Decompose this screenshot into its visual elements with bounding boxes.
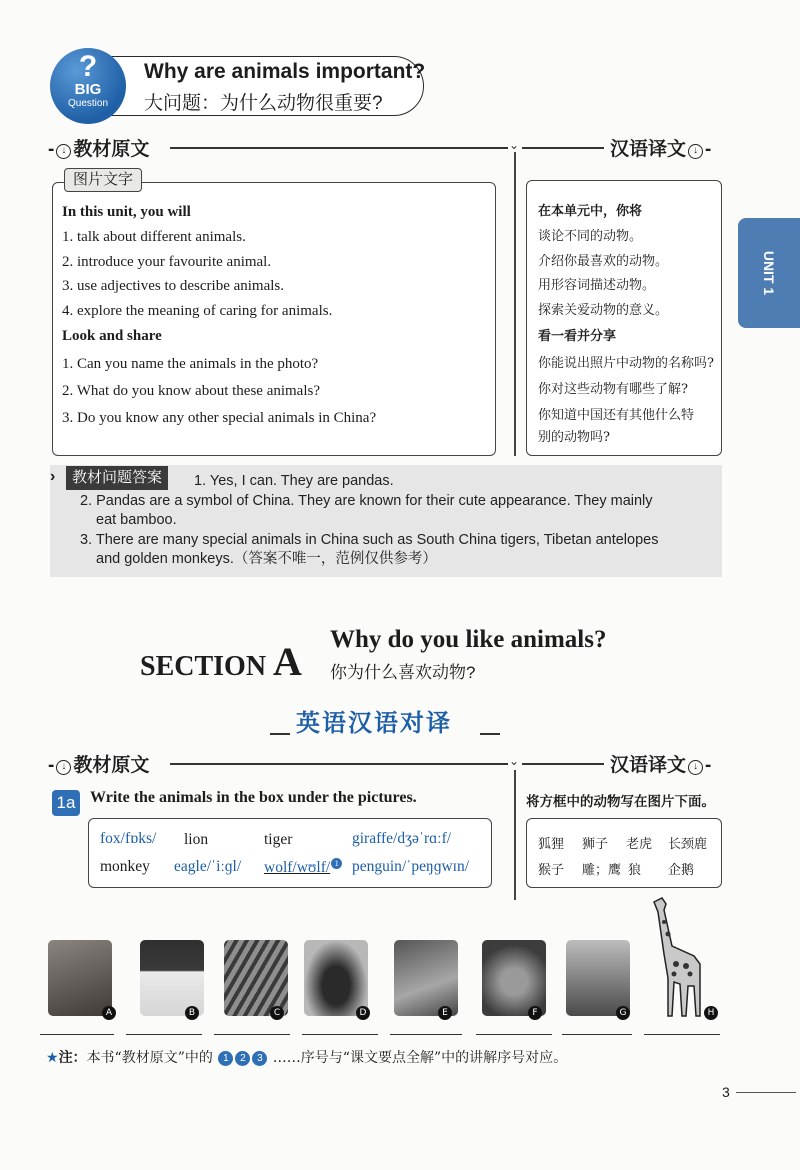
word-item: giraffe/dʒəˈrɑːf/	[352, 830, 452, 847]
answer-blank[interactable]	[390, 1034, 462, 1035]
down-arrow-circle-icon: ↓	[688, 760, 703, 775]
divider-left-label: - ↓ 教材原文	[48, 755, 150, 776]
en-line: 4. explore the meaning of caring for animals.	[62, 303, 333, 319]
title-underline	[270, 733, 290, 735]
section-title-en: Why do you like animals?	[330, 626, 607, 653]
question-mark-icon: ?	[78, 50, 98, 83]
note-number-badge: 1	[218, 1051, 233, 1066]
zh-line: 探索关爱动物的意义。	[538, 303, 669, 318]
footnote: ★注：本书“教材原文”中的 1 2 3 ……序号与“课文要点全解”中的讲解序号对应。	[46, 1050, 568, 1066]
photo-label: A	[102, 1006, 116, 1020]
answer-line: eat bamboo.	[96, 512, 177, 528]
divider-right-label: 汉语译文 ↓ -	[610, 755, 712, 776]
big-question-badge	[50, 48, 126, 124]
en-line: 2. introduce your favourite animal.	[62, 254, 272, 270]
zh-line: 看一看并分享	[538, 329, 617, 344]
monkey-photo	[482, 940, 546, 1016]
en-line: 1. Can you name the animals in the photo?	[62, 356, 319, 372]
photo-label: H	[704, 1006, 718, 1020]
section-title-zh: 你为什么喜欢动物?	[330, 663, 476, 682]
zh-word: 狐狸	[538, 837, 565, 852]
section-heading: SECTION A	[140, 639, 302, 684]
photo-label: F	[528, 1006, 542, 1020]
zh-line: 介绍你最喜欢的动物。	[538, 254, 669, 269]
answer-blank[interactable]	[476, 1034, 552, 1035]
answer-blank[interactable]	[126, 1034, 202, 1035]
center-divider-line	[514, 152, 516, 456]
zh-line: 你能说出照片中动物的名称吗?	[538, 356, 714, 371]
giraffe-photo	[644, 894, 714, 1022]
divider-right-label: 汉语译文 ↓ -	[610, 139, 712, 160]
down-arrow-circle-icon: ↓	[56, 144, 71, 159]
zh-word: 狮子	[582, 837, 609, 852]
translation-title: 英语汉语对译	[296, 710, 452, 737]
zh-line: 你知道中国还有其他什么特	[538, 408, 695, 423]
zh-word: 雕；鹰	[582, 863, 622, 878]
answer-blank[interactable]	[40, 1034, 114, 1035]
photo-label: E	[438, 1006, 452, 1020]
page-number: 3	[722, 1084, 730, 1100]
word-item: penguin/ˈpeŋɡwɪn/	[352, 858, 470, 875]
divider-left-label: - ↓ 教材原文	[48, 139, 150, 160]
zh-line: 谈论不同的动物。	[538, 229, 643, 244]
down-arrow-circle-icon: ↓	[56, 760, 71, 775]
word-item: tiger	[264, 831, 293, 848]
word-item: eagle/ˈiːɡl/	[174, 858, 242, 875]
zh-word: 狼	[628, 863, 642, 878]
answer-blank[interactable]	[214, 1034, 290, 1035]
en-line: 1. talk about different animals.	[62, 229, 246, 245]
word-item: lion	[184, 831, 209, 848]
photo-label: B	[185, 1006, 199, 1020]
zh-word: 企鹅	[668, 863, 695, 878]
star-icon: ★	[46, 1050, 59, 1066]
wolf-photo	[394, 940, 458, 1016]
note-number-badge: 2	[235, 1051, 250, 1066]
answer-blank[interactable]	[302, 1034, 378, 1035]
photo-label: D	[356, 1006, 370, 1020]
center-divider-line	[514, 770, 516, 900]
en-line: Look and share	[62, 328, 162, 344]
word-item: monkey	[100, 858, 150, 875]
en-line: 3. use adjectives to describe animals.	[62, 278, 285, 294]
word-item: wolf/wʊlf/ 1	[264, 858, 343, 877]
word-item: fox/fɒks/	[100, 830, 157, 847]
divider-rule	[170, 147, 508, 149]
photo-label: G	[616, 1006, 630, 1020]
picture-text-tag: 图片文字	[64, 168, 142, 192]
page-number-rule	[736, 1092, 796, 1093]
answer-blank[interactable]	[562, 1034, 632, 1035]
exercise-badge: 1a	[52, 790, 80, 816]
eagle-photo	[304, 940, 368, 1016]
exercise-instruction-en: Write the animals in the box under the pictures.	[90, 789, 417, 806]
zh-word: 长颈鹿	[668, 837, 708, 852]
penguin-photo	[140, 940, 204, 1016]
answer-line: 3. There are many special animals in China such as South China tigers, Tibetan antelopes	[80, 532, 659, 548]
answer-line: and golden monkeys.（答案不唯一，范例仅供参考）	[96, 551, 437, 567]
divider-rule	[522, 147, 604, 149]
answer-line: 2. Pandas are a symbol of China. They are known for their cute appearance. They mainly	[80, 493, 653, 509]
en-line: 2. What do you know about these animals?	[62, 383, 321, 399]
note-number-badge: 1	[331, 858, 342, 869]
big-question-title-en: Why are animals important?	[144, 60, 426, 83]
zh-line: 你对这些动物有哪些了解?	[538, 382, 688, 397]
en-line: 3. Do you know any other special animals in China?	[62, 410, 377, 426]
divider-mark-icon: ⌄	[509, 754, 520, 768]
answers-tag: 教材问题答案	[66, 466, 168, 490]
note-number-badge: 3	[252, 1051, 267, 1066]
big-question-title-zh: 大问题：为什么动物很重要?	[144, 93, 383, 114]
photo-label: C	[270, 1006, 284, 1020]
down-arrow-circle-icon: ↓	[688, 144, 703, 159]
title-underline	[480, 733, 500, 735]
badge-big-label: BIG	[74, 81, 102, 98]
zh-line: 在本单元中，你将	[538, 204, 643, 219]
zh-line: 用形容词描述动物。	[538, 278, 656, 293]
divider-rule	[522, 763, 604, 765]
zh-word: 猴子	[538, 863, 565, 878]
unit-tab-label: UNIT 1	[761, 250, 777, 296]
divider-rule	[170, 763, 508, 765]
exercise-instruction-zh: 将方框中的动物写在图片下面。	[526, 794, 715, 809]
chevron-right-icon: ›	[50, 468, 56, 485]
answer-line: 1. Yes, I can. They are pandas.	[194, 473, 394, 489]
zh-word: 老虎	[626, 837, 653, 852]
word-box-en	[88, 818, 492, 888]
badge-question-label: Question	[67, 98, 109, 109]
answer-blank[interactable]	[644, 1034, 720, 1035]
divider-mark-icon: ⌄	[509, 138, 520, 152]
fox-photo	[566, 940, 630, 1016]
en-line: In this unit, you will	[62, 204, 191, 220]
lion-photo	[48, 940, 112, 1016]
tiger-photo	[224, 940, 288, 1016]
zh-line: 别的动物吗?	[538, 430, 610, 445]
